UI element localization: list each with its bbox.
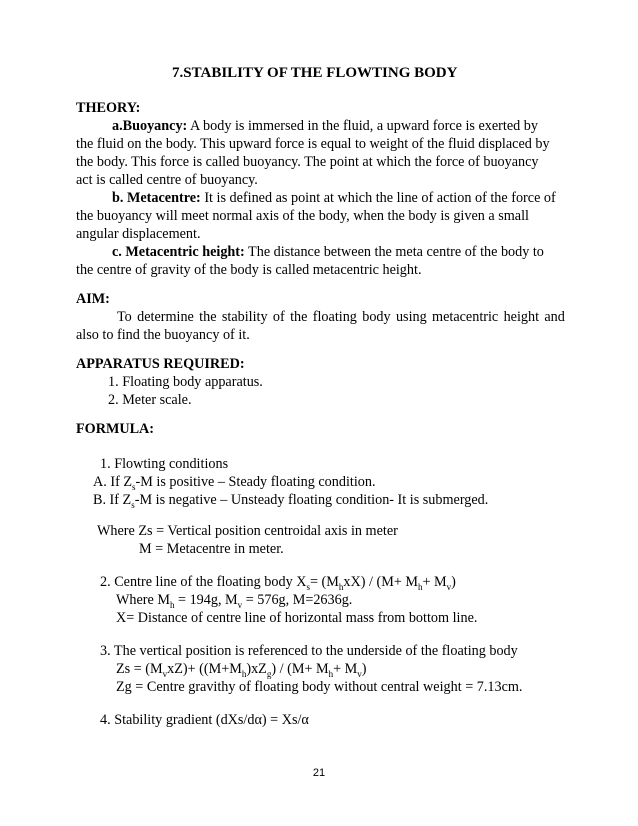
flowting-conditions-title: 1. Flowting conditions xyxy=(100,456,229,472)
buoyancy-label: a.Buoyancy: xyxy=(112,118,188,134)
aim-heading: AIM: xyxy=(76,291,110,307)
condition-a: A. If $Z_s-M$ is positive – Steady floating condition. xyxy=(93,474,376,492)
buoyancy-line-1 xyxy=(112,117,538,135)
metacentric-height-text-1: The distance between the meta centre of the body to xyxy=(244,244,544,260)
page-number: 21 xyxy=(312,767,326,779)
metacentre-line-1 xyxy=(112,189,556,207)
theory-heading: THEORY: xyxy=(76,100,141,116)
formula-3-title: 3. The vertical position is referenced to the underside of the floating body xyxy=(100,643,518,659)
metacentre-line-3: angular displacement. xyxy=(76,226,201,242)
formula-heading: FORMULA: xyxy=(76,421,155,437)
where-zs: Where Zs = Vertical position centroidal axis in meter xyxy=(97,523,398,539)
buoyancy-line-2: the fluid on the body. This upward force is equal to weight of the fluid displaced by xyxy=(76,136,550,152)
metacentric-height-line-2: the centre of gravity of the body is called metacentric height. xyxy=(76,262,422,278)
buoyancy-line-3: the body. This force is called buoyancy. The point at which the force of buoyancy xyxy=(76,154,539,170)
aim-line-1: To determine the stability of the floating body using metacentric height and xyxy=(117,309,565,325)
formula-3-zs: $Zs = (M_vxZ)+ ((M+M_h)xZ_g) / (M+ M_h+ M_v)$ xyxy=(116,661,367,679)
buoyancy-line-4: act is called centre of buoyancy. xyxy=(76,172,258,188)
metacentric-height-label: c. Metacentric height: xyxy=(112,244,245,260)
metacentric-height-line-1 xyxy=(112,243,544,261)
condition-b: B. If $Z_s-M$ is negative – Unsteady floating condition- It is submerged. xyxy=(93,492,489,510)
metacentre-label: b. Metacentre: xyxy=(112,190,201,206)
formula-2-title: 2. Centre line of the floating body $X_s= (M_hxX) / (M+ M_h+ M_v)$ xyxy=(100,574,456,592)
buoyancy-text-1: A body is immersed in the fluid, a upward force is exerted by xyxy=(187,118,538,134)
formula-2-masses: Where $M_h = 194g$, $M_v = 576g$, M=2636g. xyxy=(116,592,353,610)
formula-4-stability-gradient: 4. Stability gradient (dXs/dα) = Xs/α xyxy=(100,712,309,728)
apparatus-item-2: 2. Meter scale. xyxy=(108,392,192,408)
page-title: 7.STABILITY OF THE FLOWTING BODY xyxy=(172,65,458,81)
formula-3-zg-definition: Zg = Centre gravithy of floating body without central weight = 7.13cm. xyxy=(116,679,523,695)
where-m: M = Metacentre in meter. xyxy=(139,541,284,557)
apparatus-item-1: 1. Floating body apparatus. xyxy=(108,374,263,390)
apparatus-heading: APPARATUS REQUIRED: xyxy=(76,356,245,372)
metacentre-text-1: It is defined as point at which the line of action of the force of xyxy=(200,190,556,206)
aim-line-2: also to find the buoyancy of it. xyxy=(76,327,250,343)
formula-2-x-definition: X= Distance of centre line of horizontal mass from bottom line. xyxy=(116,610,478,626)
metacentre-line-2: the buoyancy will meet normal axis of the body, when the body is given a small xyxy=(76,208,529,224)
